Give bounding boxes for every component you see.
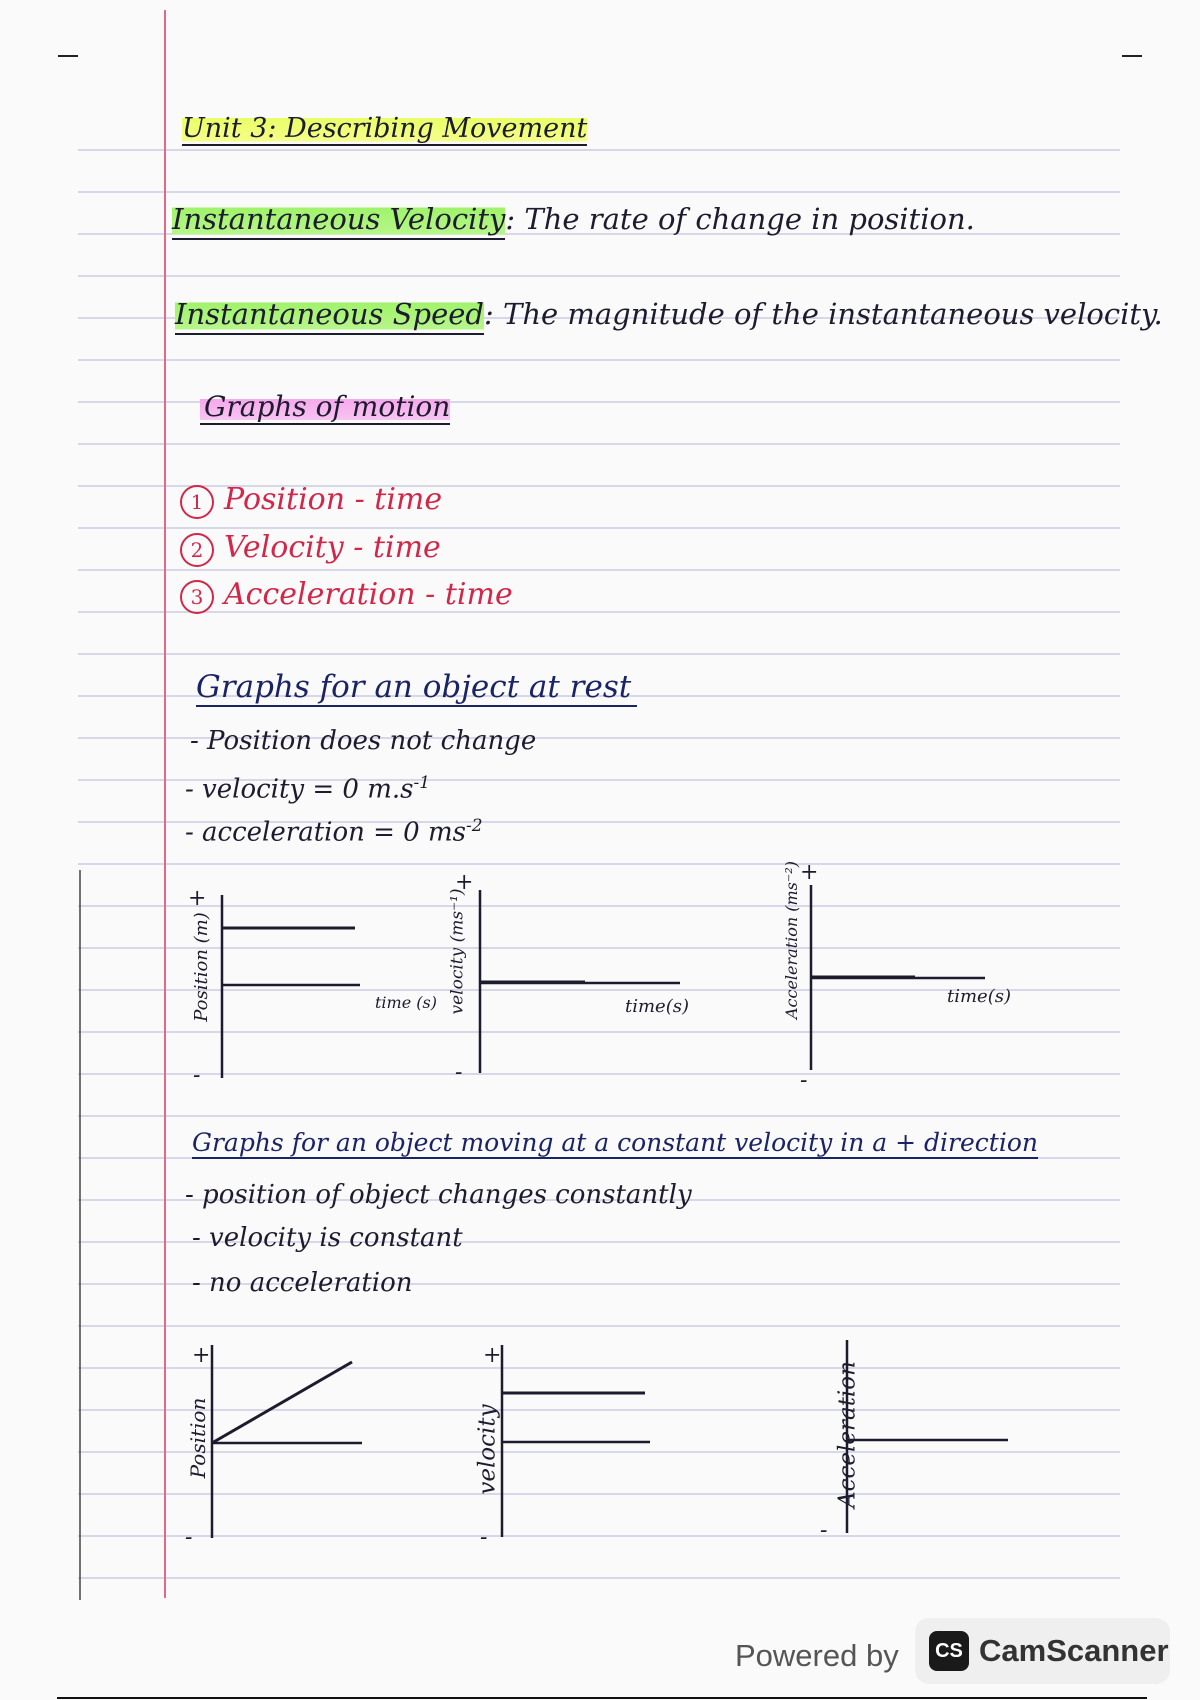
- graph-type-label: Acceleration - time: [224, 577, 513, 612]
- axis-minus: -: [480, 1525, 488, 1550]
- axis-plus: +: [800, 860, 819, 885]
- axis-minus: -: [800, 1068, 808, 1093]
- rest-heading: Graphs for an object at rest: [196, 672, 637, 707]
- rest-position-ylabel: Position (m): [191, 912, 212, 1022]
- axis-minus: -: [193, 1063, 201, 1088]
- circled-number: 2: [180, 533, 214, 567]
- constant-heading: Graphs for an object moving at a constant velocity in a + direction: [192, 1128, 1038, 1157]
- camscanner-watermark: [720, 1618, 1170, 1690]
- rest-bullet-text: - velocity = 0 m.s: [185, 774, 414, 805]
- constant-velocity-ylabel: velocity: [474, 1404, 501, 1495]
- rest-acceleration-ylabel: Acceleration (ms⁻²): [782, 861, 801, 1020]
- camscanner-badge: [915, 1618, 1170, 1684]
- term-instantaneous-speed: Instantaneous Speed: [175, 297, 484, 335]
- constant-velocity-graph: [502, 1345, 650, 1537]
- circled-number: 3: [180, 580, 214, 614]
- camscanner-logo-icon: CS: [929, 1631, 969, 1671]
- constant-acceleration-graph: [847, 1340, 1008, 1533]
- rest-velocity-xlabel: time(s): [625, 996, 689, 1017]
- rest-acceleration-xlabel: time(s): [947, 986, 1011, 1007]
- circled-number: 1: [180, 485, 214, 519]
- position-line: [212, 1362, 352, 1443]
- definition-speed-text: : The magnitude of the instantaneous velocity.: [483, 297, 1163, 331]
- powered-by-text: Powered by: [735, 1638, 899, 1673]
- unit-exponent: -2: [465, 816, 483, 836]
- axis-plus: +: [188, 886, 207, 911]
- graph-type-label: Position - time: [224, 482, 443, 517]
- bottom-border: [57, 1697, 1147, 1699]
- unit-exponent: -1: [413, 773, 431, 793]
- graph-type-label: Velocity - time: [224, 530, 441, 565]
- constant-position-ylabel: Position: [186, 1397, 210, 1479]
- axis-minus: -: [455, 1060, 463, 1085]
- term-instantaneous-velocity: Instantaneous Velocity: [172, 202, 505, 240]
- constant-bullet: - velocity is constant: [192, 1223, 463, 1253]
- axis-plus: +: [455, 870, 474, 895]
- definition-velocity-text: : The rate of change in position.: [505, 202, 975, 236]
- rest-bullet: - Position does not change: [190, 726, 537, 756]
- camscanner-brand: CamScanner: [979, 1633, 1169, 1668]
- graphs-of-motion-heading: Graphs of motion: [200, 393, 450, 425]
- rest-position-xlabel: time (s): [375, 993, 437, 1012]
- axis-minus: -: [185, 1525, 193, 1550]
- axis-minus: -: [820, 1518, 828, 1543]
- rest-bullet-text: - acceleration = 0 ms: [185, 817, 466, 848]
- page-title: Unit 3: Describing Movement: [182, 113, 588, 144]
- constant-bullet: - no acceleration: [192, 1268, 413, 1298]
- constant-bullet: - position of object changes constantly: [185, 1180, 692, 1210]
- constant-position-graph: [212, 1345, 362, 1538]
- rest-velocity-ylabel: velocity (ms⁻¹): [447, 888, 468, 1015]
- constant-acceleration-ylabel: Acceleration: [834, 1361, 861, 1508]
- axis-plus: +: [483, 1343, 502, 1368]
- axis-plus: +: [192, 1343, 211, 1368]
